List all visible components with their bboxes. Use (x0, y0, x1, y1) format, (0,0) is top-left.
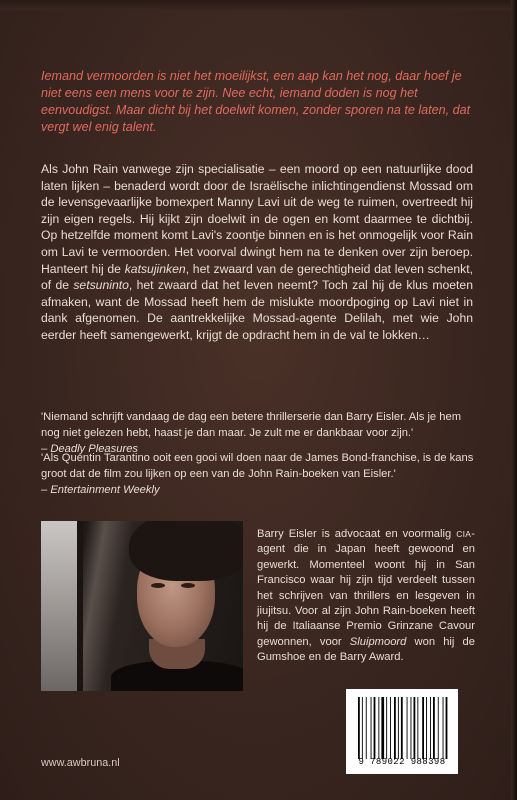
opening-blurb: Iemand vermoorden is niet het moeilijkst, een aap kan het nog, daar hoef je niet eens een mens voor te zijn. Nee echt, iemand doden is nog het eenvoudigst. Maar dicht bij het doelwit komen, zonder sporen na te laten, dat vergt wel enig talent. (41, 69, 471, 134)
right-edge-shadow (511, 0, 517, 800)
quote-text: 'Als Quentin Tarantino ooit een gooi wil doen naar de James Bond-franchise, is de kans groot dat de film zou lijken op een van de John Rain-boeken van Eisler.' (41, 452, 474, 480)
author-bio (257, 527, 475, 666)
synopsis-part-3: , het zwaard dat het leven neemt? Toch zal hij de klus moeten afmaken, want de Mossad heeft hem de mislukte moordpoging op Lavi niet in dank afgenomen. De aantrekkelijke Mossad-agente Delilah, met wie John eerder heeft samengewerkt, krijgt de opdracht hem in de val te lokken… (41, 278, 473, 342)
synopsis (41, 161, 473, 344)
bio-part-1: Barry Eisler is advocaat en voormalig (257, 528, 457, 540)
review-quote-2 (41, 450, 481, 498)
quote-source: – Deadly Pleasures (41, 443, 139, 455)
photo-window-light (41, 521, 79, 691)
bio-part-3: won hij de Gumshoe en de Barry Award. (257, 635, 475, 664)
bio-part-2: -agent die in Japan heeft gewoond en gewerkt. Momenteel woont hij in San Francisco waar hij zijn tijd verdeelt tussen het schrijven van thrillers en lesgeven in jiujitsu. Voor al zijn John Rain-boeken heeft hij de Italiaanse Premio Grinzane Cavour gewonnen, voor (257, 528, 475, 648)
photo-eye-left (151, 583, 165, 588)
bio-cia: CIA (456, 529, 472, 539)
synopsis-part-1: Als John Rain vanwege zijn specialisatie – een moord op een natuurlijke dood laten lijken – benaderd wordt door de Israëlische inlichtingendienst Mossad om de levensgevaarlijke bomexpert Manny Lavi uit de weg te ruimen, overtreedt hij zijn eigen regels. Hij kijkt zijn doelwit in de ogen en komt daarmee te dichtbij. Op hetzelfde moment komt Lavi's zoontje binnen en is het onmogelijk voor Rain om Lavi te vermoorden. Het voorval dwingt hem na te denken over zijn beroep. Hanteert hij de (41, 162, 473, 276)
photo-hair (129, 521, 243, 581)
quote-text: 'Niemand schrijft vandaag de dag een betere thrillerserie dan Barry Eisler. Als je hem nog niet gelezen hebt, haast je dan maar. Je zult me er dankbaar voor zijn.' (41, 411, 462, 439)
bio-book-title: Sluipmoord (349, 635, 407, 648)
photo-window-frame (77, 521, 83, 691)
top-edge (0, 0, 517, 10)
synopsis-part-2: , het zwaard van de gerechtigheid dat leven schenkt, of de (41, 261, 474, 293)
term-setsuninto: setsuninto (73, 278, 129, 293)
barcode-bars (358, 697, 449, 759)
term-katsujinken: katsujinken (124, 261, 186, 276)
isbn-barcode (346, 689, 458, 774)
quote-source: – Entertainment Weekly (41, 484, 160, 496)
isbn-digits: 9 789022 988398 (358, 757, 446, 767)
author-photo (41, 521, 243, 691)
publisher-website[interactable]: www.awbruna.nl (41, 757, 120, 769)
photo-eye-right (181, 583, 195, 588)
